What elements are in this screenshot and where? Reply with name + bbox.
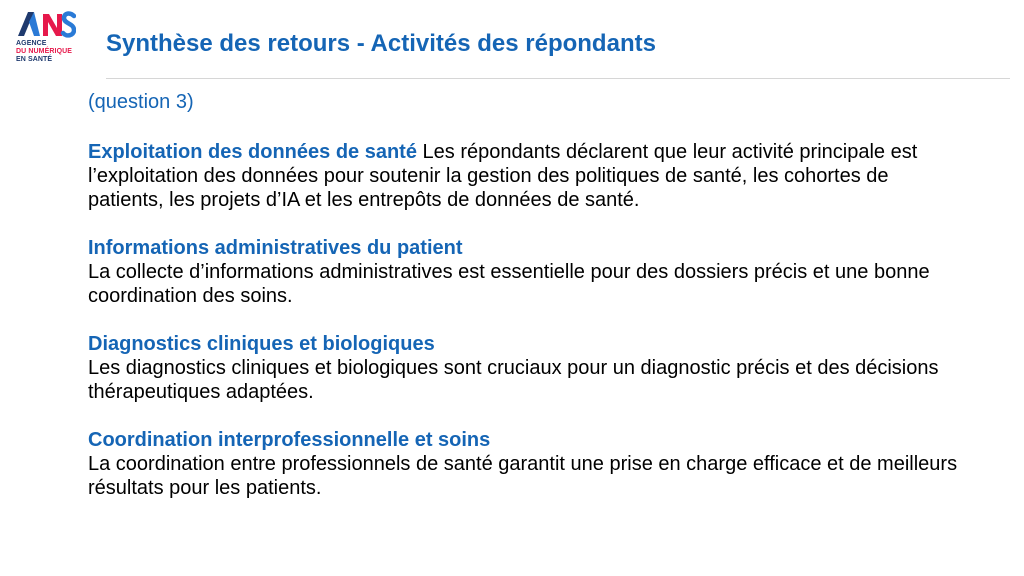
logo-line-numerique: DU NUMÉRIQUE bbox=[16, 48, 73, 55]
section-heading: Exploitation des données de santé bbox=[88, 141, 417, 163]
slide-content bbox=[88, 90, 968, 524]
section-coordination bbox=[88, 428, 968, 500]
section-informations-administratives bbox=[88, 236, 968, 308]
section-heading: Informations administratives du patient bbox=[88, 237, 463, 259]
section-body: La collecte d’informations administratives est essentielle pour des dossiers précis et une bonne coordination des soins. bbox=[88, 261, 930, 307]
logo-line-agence: AGENCE bbox=[16, 40, 47, 47]
title-divider bbox=[106, 78, 1010, 79]
ans-logo-mark-icon bbox=[16, 8, 76, 38]
section-body: Les diagnostics cliniques et biologiques sont cruciaux pour un diagnostic précis et des décisions thérapeutiques adaptées. bbox=[88, 357, 939, 403]
section-body: La coordination entre professionnels de santé garantit une prise en charge efficace et de meilleurs résultats pour les patients. bbox=[88, 453, 958, 499]
ans-logo bbox=[16, 8, 78, 88]
slide-subtitle: (question 3) bbox=[88, 91, 194, 113]
section-exploitation bbox=[88, 140, 968, 212]
section-heading: Coordination interprofessionnelle et soins bbox=[88, 429, 491, 451]
section-diagnostics bbox=[88, 332, 968, 404]
logo-text bbox=[16, 40, 72, 64]
section-heading: Diagnostics cliniques et biologiques bbox=[88, 333, 435, 355]
logo-line-sante: EN SANTÉ bbox=[16, 56, 53, 63]
slide-title: Synthèse des retours - Activités des répondants bbox=[106, 30, 656, 57]
section-body: Les répondants déclarent que leur activité principale est l’exploitation des données pour soutenir la gestion des politiques de santé, les cohortes de patients, les projets d’IA et les entrepôts de données de santé. bbox=[88, 141, 918, 211]
